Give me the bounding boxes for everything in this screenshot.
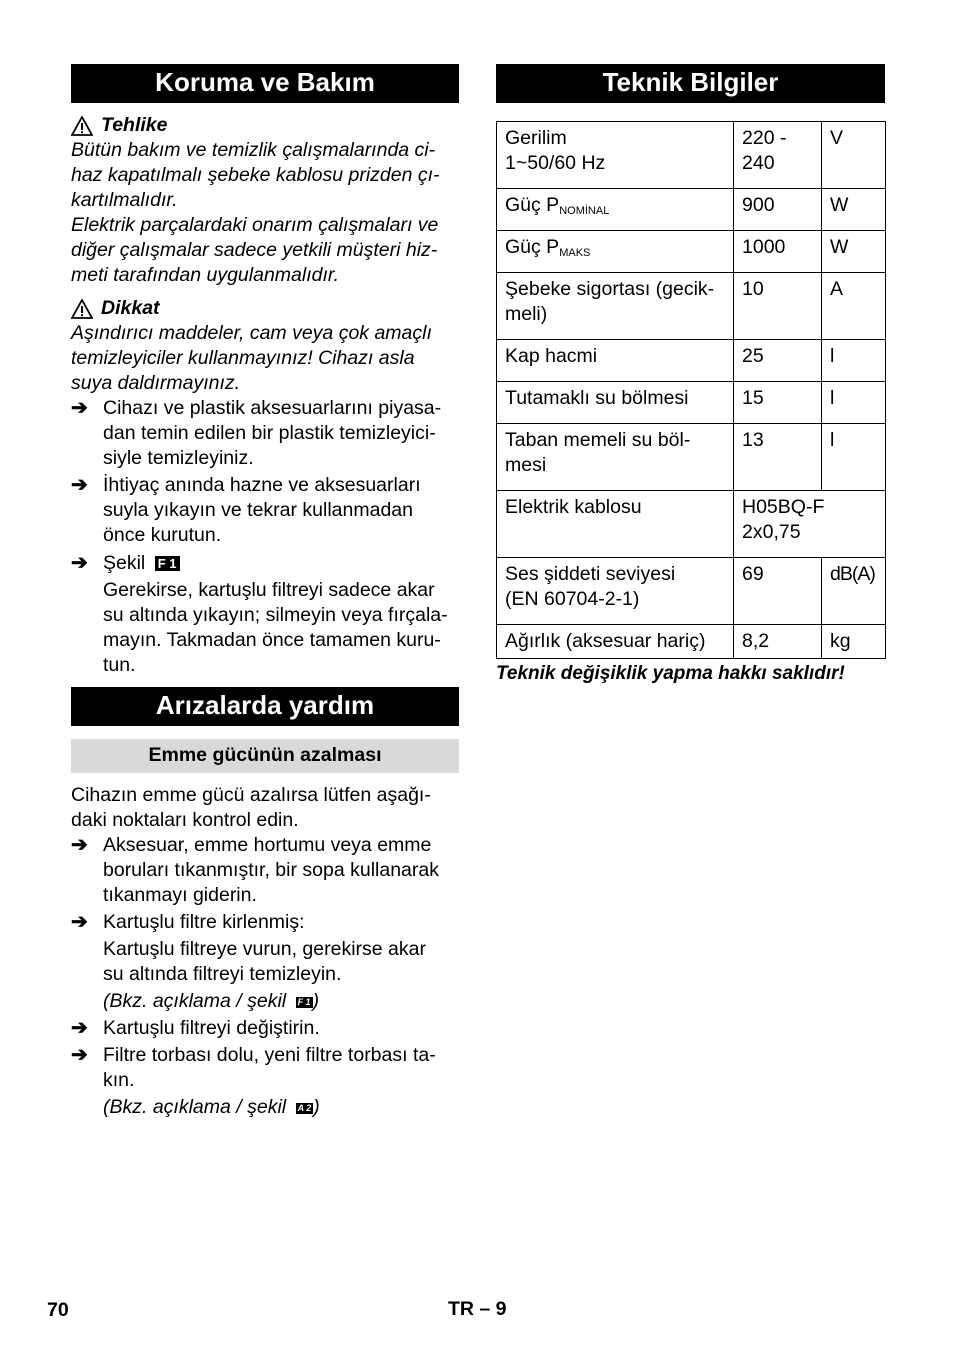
table-cell-value: H05BQ-F 2x0,75: [734, 491, 886, 558]
intro-text: [71, 783, 459, 833]
arrow-right-icon: ➔: [71, 1017, 88, 1039]
text-line: kartılmalıdır.: [71, 189, 178, 211]
text-line: daki noktaları kontrol edin.: [71, 809, 299, 831]
text-line: Elektrik parçalardaki onarım çalışmaları ve: [71, 214, 439, 236]
table-cell-unit: kg: [822, 625, 886, 659]
table-row: [497, 491, 886, 558]
reference-text: (Bkz. açıklama / şekil: [103, 1096, 287, 1118]
table-cell-value: 220 - 240: [734, 122, 822, 189]
list-item: [71, 1016, 459, 1041]
danger-label: Tehlike: [101, 114, 168, 136]
figure-label: Şekil: [103, 552, 146, 574]
caution-text: [71, 321, 459, 396]
text-line: su altında filtreyi temizleyin.: [103, 963, 342, 985]
caution-label: Dikkat: [101, 297, 160, 319]
table-row: [497, 382, 886, 424]
text-line: Kartuşlu filtreyi değiştirin.: [103, 1017, 320, 1039]
figure-ref-badge: F 1: [297, 997, 311, 1007]
section-title-maintenance: Koruma ve Bakım: [71, 64, 459, 103]
technical-data-table: [496, 121, 886, 659]
text-line: dan temin edilen bir plastik temizleyici-: [103, 422, 436, 444]
text-line: Cihazı ve plastik aksesuarlarını piyasa-: [103, 397, 442, 419]
table-row: [497, 189, 886, 231]
text-line: suya daldırmayınız.: [71, 372, 241, 394]
list-item: [71, 551, 459, 576]
figure-text: [71, 578, 459, 678]
figure-reference: [103, 989, 459, 1014]
text-line: önce kurutun.: [103, 524, 222, 546]
text-line: İhtiyaç anında hazne ve aksesuarları: [103, 474, 421, 496]
reference-text: (Bkz. açıklama / şekil: [103, 990, 287, 1012]
table-row: [497, 424, 886, 491]
table-row: [497, 231, 886, 273]
warning-triangle-icon: [71, 116, 93, 136]
text-line: su altında yıkayın; silmeyin veya fırçala-: [103, 604, 448, 626]
text-line: mayın. Takmadan önce tamamen kuru-: [103, 629, 441, 651]
table-cell-value: 8,2: [734, 625, 822, 659]
reference-close: ): [313, 1096, 320, 1118]
subsection-title: Emme gücünün azalması: [71, 739, 459, 773]
text-line: Bütün bakım ve temizlik çalışmalarında ci-: [71, 139, 436, 161]
table-cell-label: Elektrik kablosu: [497, 491, 734, 558]
text-line: Kartuşlu filtreye vurun, gerekirse akar: [103, 938, 426, 960]
table-cell-unit: W: [822, 231, 886, 273]
arrow-right-icon: ➔: [71, 911, 88, 933]
arrow-right-icon: ➔: [71, 397, 88, 419]
reference-close: ): [312, 990, 320, 1012]
list-item: [71, 1043, 459, 1093]
text-line: tun.: [103, 654, 136, 676]
arrow-right-icon: ➔: [71, 474, 88, 496]
text-line: Filtre torbası dolu, yeni filtre torbası ta-: [103, 1044, 436, 1066]
list-item: [71, 833, 459, 908]
text-line: meti tarafından uygulanmalıdır.: [71, 264, 340, 286]
danger-heading: [71, 113, 459, 138]
table-cell-label: Gerilim 1~50/60 Hz: [497, 122, 734, 189]
text-line: boruları tıkanmıştır, bir sopa kullanarak: [103, 859, 439, 881]
arrow-right-icon: ➔: [71, 1044, 88, 1066]
text-line: haz kapatılmalı şebeke kablosu prizden çı-: [71, 164, 440, 186]
figure-ref-badge: F 1: [155, 556, 180, 571]
technical-change-note: Teknik değişiklik yapma hakkı saklıdır!: [496, 663, 845, 684]
section-title-troubleshooting: Arızalarda yardım: [71, 687, 459, 726]
table-cell-unit: A: [822, 273, 886, 340]
table-cell-unit: V: [822, 122, 886, 189]
list-item: [71, 910, 459, 935]
table-row: [497, 625, 886, 659]
text-line: Gerekirse, kartuşlu filtreyi sadece akar: [103, 579, 435, 601]
section-title-technical-data: Teknik Bilgiler: [496, 64, 885, 103]
table-cell-label: Şebeke sigortası (gecik- meli): [497, 273, 734, 340]
text-line: Aksesuar, emme hortumu veya emme: [103, 834, 432, 856]
table-row: [497, 558, 886, 625]
table-cell-label: Ses şiddeti seviyesi (EN 60704-2-1): [497, 558, 734, 625]
text-line: siyle temizleyiniz.: [103, 447, 254, 469]
table-cell-value: 10: [734, 273, 822, 340]
table-cell-value: 25: [734, 340, 822, 382]
table-cell-unit: l: [822, 340, 886, 382]
text-line: kın.: [103, 1069, 135, 1091]
page-number: 70: [47, 1299, 69, 1321]
text-line: tıkanmayı giderin.: [103, 884, 257, 906]
table-cell-unit: W: [822, 189, 886, 231]
text-line: temizleyiciler kullanmayınız! Cihazı asla: [71, 347, 415, 369]
caution-heading: [71, 296, 459, 321]
figure-reference: [71, 1095, 459, 1120]
table-cell-unit: l: [822, 424, 886, 491]
table-cell-label: Taban memeli su böl- mesi: [497, 424, 734, 491]
filter-detail-text: [71, 937, 459, 1014]
table-cell-label: Güç $P_{NOMİNAL}$: [497, 189, 734, 231]
table-cell-unit: l: [822, 382, 886, 424]
arrow-right-icon: ➔: [71, 552, 88, 574]
table-cell-label: Ağırlık (aksesuar hariç): [497, 625, 734, 659]
table-row: [497, 273, 886, 340]
text-line: diğer çalışmalar sadece yetkili müşteri hiz-: [71, 239, 438, 261]
table-cell-value: 15: [734, 382, 822, 424]
figure-ref-badge: A 2: [297, 1103, 312, 1113]
text-line: suyla yıkayın ve tekrar kullanmadan: [103, 499, 413, 521]
table-cell-value: 13: [734, 424, 822, 491]
table-row: [497, 122, 886, 189]
danger-text: [71, 138, 459, 288]
left-column: [71, 64, 459, 1120]
table-cell-unit: dB(A): [822, 558, 886, 625]
page-label: TR – 9: [448, 1298, 507, 1320]
table-row: [497, 340, 886, 382]
warning-triangle-icon: [71, 299, 93, 319]
table-cell-label: Tutamaklı su bölmesi: [497, 382, 734, 424]
text-line: Cihazın emme gücü azalırsa lütfen aşağı-: [71, 784, 431, 806]
list-item: [71, 396, 459, 471]
text-line: Aşındırıcı maddeler, cam veya çok amaçlı: [71, 322, 432, 344]
list-item: [71, 473, 459, 548]
right-column: [496, 64, 885, 686]
table-cell-label: Kap hacmi: [497, 340, 734, 382]
table-cell-value: 69: [734, 558, 822, 625]
arrow-right-icon: ➔: [71, 834, 88, 856]
table-cell-value: 1000: [734, 231, 822, 273]
text-line: Kartuşlu filtre kirlenmiş:: [103, 911, 305, 933]
table-cell-label: Güç $P_{MAKS}$: [497, 231, 734, 273]
table-cell-value: 900: [734, 189, 822, 231]
